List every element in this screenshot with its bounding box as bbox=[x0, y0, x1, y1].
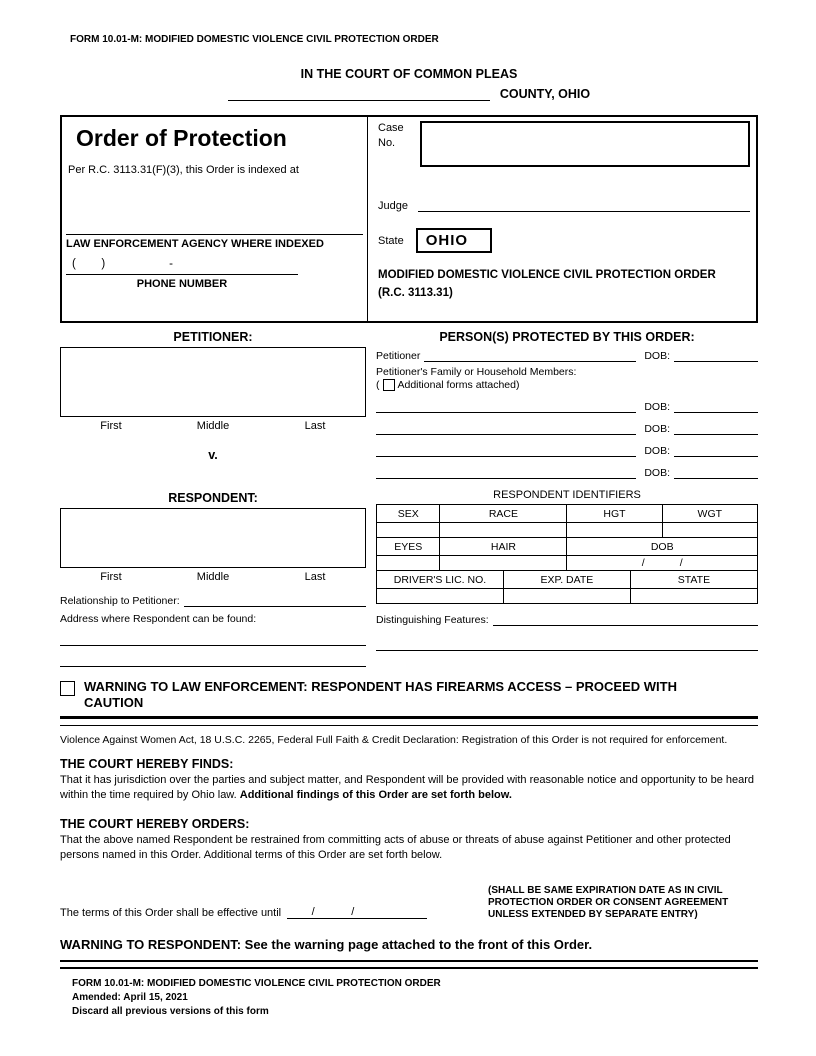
first-label: First bbox=[100, 420, 122, 432]
court-orders-body: That the above named Respondent be restrained from committing acts of abuse or threats of abuse against Petitioner and other protected persons named in this Order. Additional terms of this Order are set forth below. bbox=[60, 833, 731, 861]
distinguishing-features-row bbox=[376, 612, 758, 626]
petitioner-column bbox=[60, 323, 366, 479]
protected-member-dob-field[interactable] bbox=[674, 399, 758, 413]
last-label: Last bbox=[304, 420, 326, 432]
protected-persons-heading: PERSON(S) PROTECTED BY THIS ORDER: bbox=[439, 330, 695, 344]
respondent-identifiers-table bbox=[376, 504, 758, 604]
identifiers-column bbox=[366, 479, 758, 667]
judge-field[interactable] bbox=[418, 197, 750, 212]
firearms-warning-row bbox=[60, 679, 758, 712]
eyes-field[interactable] bbox=[377, 556, 440, 571]
first-label: First bbox=[100, 571, 122, 583]
footer-form-number: FORM 10.01-M: MODIFIED DOMESTIC VIOLENCE CIVIL PROTECTION ORDER bbox=[72, 978, 441, 990]
race-header: RACE bbox=[440, 505, 567, 523]
form-title: Order of Protection bbox=[76, 125, 287, 151]
dob-field[interactable]: / / bbox=[567, 556, 758, 571]
dob-label: DOB: bbox=[644, 467, 670, 479]
order-type-title: MODIFIED DOMESTIC VIOLENCE CIVIL PROTECTION ORDER (R.C. 3113.31) bbox=[378, 269, 716, 299]
dob-label: DOB: bbox=[644, 423, 670, 435]
firearms-warning-text: WARNING TO LAW ENFORCEMENT: RESPONDENT HAS FIREARMS ACCESS – PROCEED WITH CAUTION bbox=[84, 679, 677, 711]
court-heading: IN THE COURT OF COMMON PLEAS bbox=[300, 67, 518, 81]
dob-label: DOB: bbox=[644, 401, 670, 413]
hair-field[interactable] bbox=[440, 556, 567, 571]
respondent-address-field[interactable] bbox=[60, 625, 366, 646]
relationship-label: Relationship to Petitioner: bbox=[60, 595, 180, 607]
court-finds-text: That it has jurisdiction over the parties and subject matter, and Respondent will be provided with reasonable notice and opportunity to be heard within the time required by Ohio law. bbox=[60, 774, 755, 801]
drivers-lic-field[interactable] bbox=[377, 589, 504, 604]
case-number-row bbox=[378, 121, 752, 167]
hgt-field[interactable] bbox=[567, 523, 662, 538]
state-header: STATE bbox=[630, 571, 757, 589]
court-finds-emphasis: Additional findings of this Order are set forth below. bbox=[239, 788, 512, 801]
respondent-address-label: Address where Respondent can be found: bbox=[60, 613, 257, 625]
protected-persons-column bbox=[366, 323, 758, 479]
section-divider bbox=[60, 716, 758, 726]
court-finds-body bbox=[60, 773, 758, 803]
respondent-name-labels bbox=[60, 571, 366, 583]
court-finds-heading: THE COURT HEREBY FINDS: bbox=[60, 757, 234, 772]
middle-label: Middle bbox=[196, 571, 230, 583]
wgt-header: WGT bbox=[662, 505, 757, 523]
state-row bbox=[378, 228, 752, 253]
sex-header: SEX bbox=[377, 505, 440, 523]
additional-forms-label: Additional forms attached) bbox=[397, 379, 520, 391]
distinguishing-features-field[interactable] bbox=[493, 612, 758, 626]
respondent-name-box[interactable] bbox=[60, 508, 366, 568]
phone-number-label: PHONE NUMBER bbox=[136, 278, 228, 290]
protected-member-row bbox=[376, 421, 758, 435]
protected-member-name-field[interactable] bbox=[376, 421, 636, 435]
protected-member-row bbox=[376, 465, 758, 479]
form-number-header: FORM 10.01-M: MODIFIED DOMESTIC VIOLENCE CIVIL PROTECTION ORDER bbox=[70, 34, 439, 45]
state-label: State bbox=[378, 234, 404, 247]
distinguishing-features-field-2[interactable] bbox=[376, 636, 758, 651]
firearms-warning-checkbox[interactable] bbox=[60, 681, 75, 696]
respondent-section bbox=[60, 479, 758, 667]
sex-field[interactable] bbox=[377, 523, 440, 538]
middle-label: Middle bbox=[196, 420, 230, 432]
header-box-left bbox=[62, 117, 368, 321]
protected-member-row bbox=[376, 399, 758, 413]
petitioner-section bbox=[60, 323, 758, 479]
protected-member-name-field[interactable] bbox=[376, 399, 636, 413]
respondent-identifiers-heading: RESPONDENT IDENTIFIERS bbox=[493, 489, 641, 501]
hgt-header: HGT bbox=[567, 505, 662, 523]
protected-petitioner-field[interactable] bbox=[424, 348, 636, 362]
footer-divider bbox=[60, 960, 758, 969]
protected-member-row bbox=[376, 443, 758, 457]
effective-date-left bbox=[60, 906, 427, 919]
hair-header: HAIR bbox=[440, 538, 567, 556]
indexed-note: Per R.C. 3113.31(F)(3), this Order is indexed at bbox=[68, 164, 299, 176]
state-field[interactable] bbox=[630, 589, 757, 604]
protected-petitioner-row bbox=[376, 348, 758, 362]
respondent-warning: WARNING TO RESPONDENT: See the warning page attached to the front of this Order. bbox=[60, 937, 593, 953]
judge-label: Judge bbox=[378, 200, 408, 212]
dob-label: DOB: bbox=[644, 350, 670, 362]
footer-amended-date: Amended: April 15, 2021 bbox=[72, 992, 188, 1004]
protected-member-dob-field[interactable] bbox=[674, 465, 758, 479]
petitioner-name-box[interactable] bbox=[60, 347, 366, 417]
case-no-label: Case No. bbox=[378, 122, 404, 149]
distinguishing-features-label: Distinguishing Features: bbox=[376, 614, 489, 626]
protected-member-name-field[interactable] bbox=[376, 443, 636, 457]
respondent-column bbox=[60, 479, 366, 667]
court-orders-heading: THE COURT HEREBY ORDERS: bbox=[60, 816, 250, 831]
petitioner-heading: PETITIONER: bbox=[173, 330, 253, 344]
protected-petitioner-label: Petitioner bbox=[376, 350, 421, 362]
respondent-heading: RESPONDENT: bbox=[168, 491, 258, 505]
county-name-field[interactable] bbox=[228, 85, 490, 101]
header-box bbox=[60, 115, 758, 323]
dob-header: DOB bbox=[567, 538, 758, 556]
effective-date-row bbox=[60, 885, 758, 922]
effective-date-field[interactable]: / / bbox=[287, 906, 427, 919]
protected-member-dob-field[interactable] bbox=[674, 421, 758, 435]
drivers-lic-header: DRIVER'S LIC. NO. bbox=[377, 571, 504, 589]
phone-number-field[interactable]: ( ) - bbox=[66, 258, 298, 275]
petitioner-name-labels bbox=[60, 420, 366, 432]
protected-petitioner-dob-field[interactable] bbox=[674, 348, 758, 362]
race-field[interactable] bbox=[440, 523, 567, 538]
expiration-note: (SHALL BE SAME EXPIRATION DATE AS IN CIVIL PROTECTION ORDER OR CONSENT AGREEMENT UNLESS EXTENDED BY SEPARATE ENTRY) bbox=[488, 884, 729, 920]
exp-date-header: EXP. DATE bbox=[503, 571, 630, 589]
effective-date-label: The terms of this Order shall be effective until bbox=[60, 907, 282, 920]
protected-member-name-field[interactable] bbox=[376, 465, 636, 479]
county-label: COUNTY, OHIO bbox=[499, 87, 591, 101]
last-label: Last bbox=[304, 571, 326, 583]
dob-label: DOB: bbox=[644, 445, 670, 457]
respondent-address-field-2[interactable] bbox=[60, 646, 366, 667]
vawa-declaration: Violence Against Women Act, 18 U.S.C. 2265, Federal Full Faith & Credit Declaration: Registration of this Order is not required for enforcement. bbox=[60, 733, 728, 746]
footer-discard-note: Discard all previous versions of this form bbox=[72, 1006, 269, 1018]
county-row bbox=[60, 85, 758, 101]
versus-label: v. bbox=[208, 448, 218, 462]
relationship-row bbox=[60, 593, 366, 607]
footer bbox=[60, 977, 758, 1019]
law-enforcement-agency-label: LAW ENFORCEMENT AGENCY WHERE INDEXED bbox=[66, 238, 324, 250]
family-members-label: Petitioner's Family or Household Members: bbox=[376, 366, 577, 378]
header-box-right bbox=[368, 117, 756, 321]
law-enforcement-agency-field[interactable] bbox=[66, 176, 363, 235]
exp-date-field[interactable] bbox=[503, 589, 630, 604]
additional-forms-row bbox=[376, 379, 758, 391]
case-no-field[interactable] bbox=[420, 121, 750, 167]
state-value-box: OHIO bbox=[416, 228, 492, 253]
eyes-header: EYES bbox=[377, 538, 440, 556]
relationship-field[interactable] bbox=[184, 593, 366, 607]
protected-member-dob-field[interactable] bbox=[674, 443, 758, 457]
additional-forms-checkbox[interactable] bbox=[383, 379, 395, 391]
paren-open: ( bbox=[376, 379, 380, 391]
wgt-field[interactable] bbox=[662, 523, 757, 538]
judge-row bbox=[378, 197, 752, 212]
